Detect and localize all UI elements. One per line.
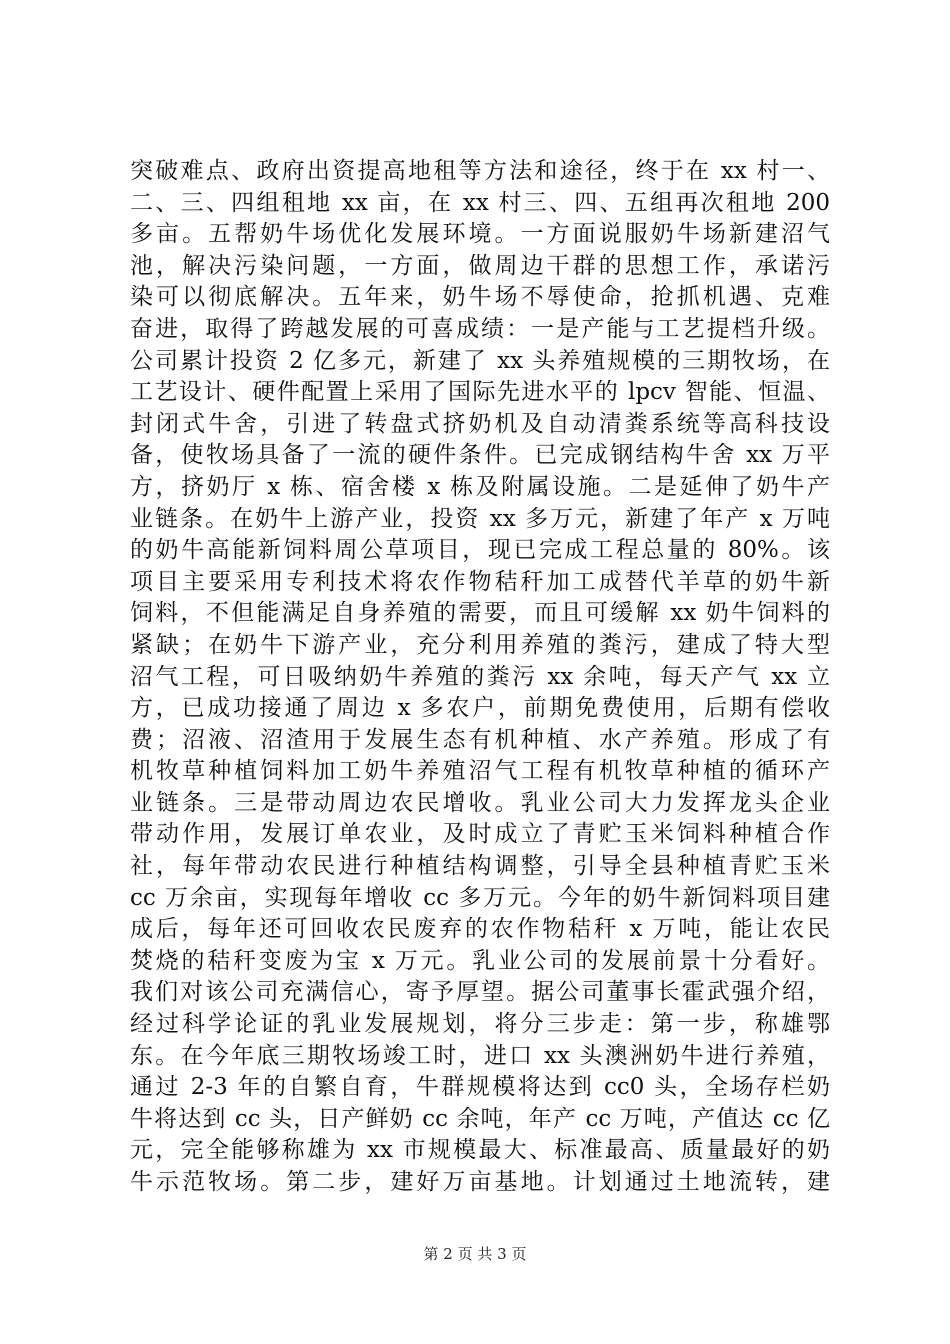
- text-line: 东。在今年底三期牧场竣工时，进口 xx 头澳洲奶牛进行养殖，: [130, 1042, 830, 1069]
- text-line: 紧缺；在奶牛下游产业，充分利用养殖的粪污，建成了特大型: [130, 631, 830, 658]
- body-text: [130, 156, 830, 1199]
- text-line: 牛示范牧场。第二步，建好万亩基地。计划通过土地流转，建: [130, 1169, 830, 1195]
- text-line: 经过科学论证的乳业发展规划，将分三步走：第一步，称雄鄂: [130, 1011, 830, 1038]
- page-footer: 第 2 页 共 3 页: [423, 1245, 527, 1263]
- text-line: 带动作用，发展订单农业，及时成立了青贮玉米饲料种植合作: [130, 821, 830, 848]
- text-line: 我们对该公司充满信心，寄予厚望。据公司董事长霍武强介绍，: [130, 979, 830, 1006]
- text-line: 奋进，取得了跨越发展的可喜成绩：一是产能与工艺提档升级。: [130, 315, 830, 342]
- text-line: 二、三、四组租地 xx 亩，在 xx 村三、四、五组再次租地 200: [130, 189, 830, 216]
- text-line: 牛将达到 cc 头，日产鲜奶 cc 余吨，年产 cc 万吨，产值达 cc 亿: [130, 1105, 830, 1132]
- text-line: 业链条。三是带动周边农民增收。乳业公司大力发挥龙头企业: [130, 789, 830, 816]
- text-line: 元，完全能够称雄为 xx 市规模最大、标准最高、质量最好的奶: [130, 1137, 830, 1164]
- text-line: 染可以彻底解决。五年来，奶牛场不辱使命，抢抓机遇、克难: [130, 284, 830, 311]
- text-line: 饲料，不但能满足自身养殖的需要，而且可缓解 xx 奶牛饲料的: [130, 600, 830, 627]
- text-line: 社，每年带动农民进行种植结构调整，引导全县种植青贮玉米: [130, 853, 830, 880]
- text-line: 沼气工程，可日吸纳奶牛养殖的粪污 xx 余吨，每天产气 xx 立: [130, 663, 830, 690]
- text-line: 方，已成功接通了周边 x 多农户，前期免费使用，后期有偿收: [130, 695, 830, 722]
- text-line: 机牧草种植饲料加工奶牛养殖沼气工程有机牧草种植的循环产: [130, 758, 830, 785]
- text-line: 突破难点、政府出资提高地租等方法和途径，终于在 xx 村一、: [130, 158, 830, 184]
- text-line: 备，使牧场具备了一流的硬件条件。已完成钢结构牛舍 xx 万平: [130, 442, 830, 469]
- text-line: 多亩。五帮奶牛场优化发展环境。一方面说服奶牛场新建沼气: [130, 221, 830, 248]
- text-line: 封闭式牛舍，引进了转盘式挤奶机及自动清粪系统等高科技设: [130, 410, 830, 437]
- text-line: 方，挤奶厅 x 栋、宿舍楼 x 栋及附属设施。二是延伸了奶牛产: [130, 473, 830, 500]
- text-line: 项目主要采用专利技术将农作物秸秆加工成替代羊草的奶牛新: [130, 568, 830, 595]
- text-line: 费；沼液、沼渣用于发展生态有机种植、水产养殖。形成了有: [130, 726, 830, 753]
- text-line: 池，解决污染问题，一方面，做周边干群的思想工作，承诺污: [130, 252, 830, 279]
- text-line: 成后，每年还可回收农民废弃的农作物秸秆 x 万吨，能让农民: [130, 916, 830, 943]
- text-line: cc 万余亩，实现每年增收 cc 多万元。今年的奶牛新饲料项目建: [130, 884, 830, 911]
- text-line: 通过 2-3 年的自繁自育，牛群规模将达到 cc0 头，全场存栏奶: [130, 1074, 830, 1101]
- text-line: 的奶牛高能新饲料周公草项目，现已完成工程总量的 80%。该: [130, 537, 830, 564]
- text-line: 公司累计投资 2 亿多元，新建了 xx 头养殖规模的三期牧场，在: [130, 347, 830, 374]
- text-line: 工艺设计、硬件配置上采用了国际先进水平的 lpcv 智能、恒温、: [130, 379, 830, 406]
- text-line: 焚烧的秸秆变废为宝 x 万元。乳业公司的发展前景十分看好。: [130, 947, 830, 974]
- text-line: 业链条。在奶牛上游产业，投资 xx 多万元，新建了年产 x 万吨: [130, 505, 830, 532]
